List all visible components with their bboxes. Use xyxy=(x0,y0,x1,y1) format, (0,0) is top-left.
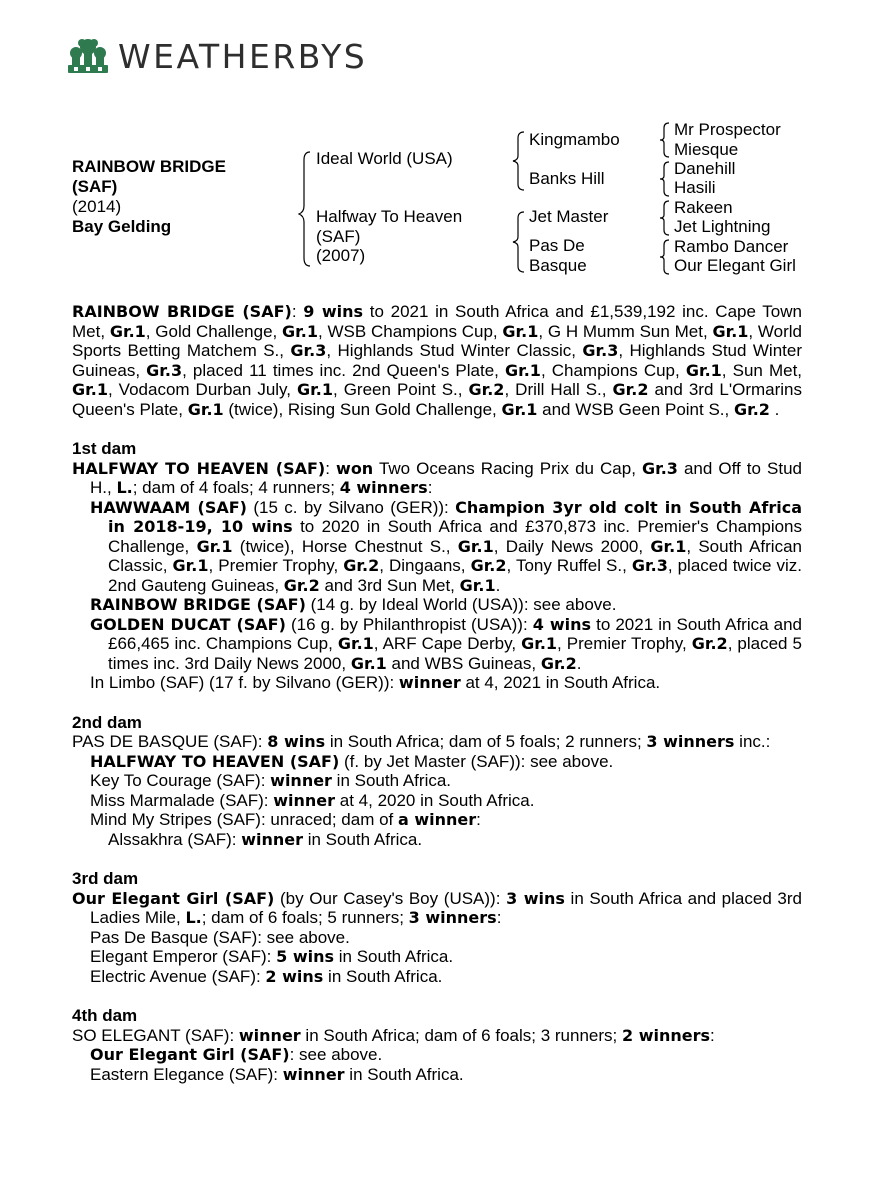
pedigree-brace-sire xyxy=(512,130,526,192)
pedigree-brace-ss xyxy=(659,121,671,159)
pedigree-sd-sire: Danehill xyxy=(674,159,736,178)
section-heading-4th-dam: 4th dam xyxy=(72,1006,138,1025)
dam1-paragraph: HALFWAY TO HEAVEN (SAF): won Two Oceans Racing Prix du Cap, Gr.3 and Off to Stud H., L.; dam of 4 foals; 4 runners; 4 winners: xyxy=(72,458,802,497)
pedigree-dam-sire: Jet Master xyxy=(529,207,609,226)
pedigree-brace-sd xyxy=(659,160,671,198)
pedigree-dam-line1: Halfway To Heaven xyxy=(316,207,463,226)
pedigree-sire-sire: Kingmambo xyxy=(529,130,620,149)
dam3-offspring-pas-de-basque: Pas De Basque (SAF): see above. xyxy=(90,927,350,947)
dam4-offspring-eastern-elegance: Eastern Elegance (SAF): winner in South Africa. xyxy=(90,1064,464,1084)
pedigree-ds-sire: Rakeen xyxy=(674,198,733,217)
pedigree-dam-line3: (2007) xyxy=(316,246,366,265)
section-heading-2nd-dam: 2nd dam xyxy=(72,712,142,732)
horse-name: RAINBOW BRIDGE xyxy=(72,157,226,176)
pedigree-brace-ds xyxy=(659,199,671,237)
dam3-offspring-elegant-emperor: Elegant Emperor (SAF): 5 wins in South Africa. xyxy=(90,947,454,966)
pedigree-dam-dam-line2: Basque xyxy=(529,256,587,275)
horse-year: (2014) xyxy=(72,197,122,216)
pedigree-dam-line2: (SAF) xyxy=(316,227,361,246)
brand-name: WEATHERBYS xyxy=(118,36,368,76)
pedigree-dd-sire: Rambo Dancer xyxy=(674,237,789,256)
catalogue-body xyxy=(72,302,802,1084)
dam2-grand-offspring-alssakhra: Alssakhra (SAF): winner in South Africa. xyxy=(108,829,423,849)
dam3-offspring-electric-avenue: Electric Avenue (SAF): 2 wins in South Africa. xyxy=(90,966,443,986)
dam2-offspring-mind-my-stripes: Mind My Stripes (SAF): unraced; dam of a winner: xyxy=(90,810,481,829)
pedigree-brace-main xyxy=(298,150,312,268)
pedigree-ds-dam: Jet Lightning xyxy=(674,217,771,236)
horse-country: (SAF) xyxy=(72,177,118,196)
section-heading-1st-dam: 1st dam xyxy=(72,439,137,458)
pedigree-sire: Ideal World (USA) xyxy=(316,149,453,168)
dam4-offspring-our-elegant-girl: Our Elegant Girl (SAF): see above. xyxy=(90,1045,383,1064)
summary-paragraph: RAINBOW BRIDGE (SAF): 9 wins to 2021 in South Africa and £1,539,192 inc. Cape Town Met, Gr.1, Gold Challenge, Gr.1, WSB Champions Cup, Gr.1, G H Mumm Sun Met, Gr.1, World Sports Betting Matchem S., Gr.3, Highlands Stud Winter Classic, Gr.3, Highlands Stud Winter Guineas, Gr.3, placed 11 times inc. 2nd Queen's Plate, Gr.1, Champions Cup, Gr.1, Sun Met, Gr.1, Vodacom Durban July, Gr.1, Green Point S., Gr.2, Drill Hall S., Gr.2 and 3rd L'Ormarins Queen's Plate, Gr.1 (twice), Rising Sun Gold Challenge, Gr.1 and WSB Geen Point S., Gr.2 . xyxy=(72,302,803,419)
dam4-paragraph: SO ELEGANT (SAF): winner in South Africa; dam of 6 foals; 3 runners; 2 winners: xyxy=(72,1025,715,1045)
pedigree-dd-dam: Our Elegant Girl xyxy=(674,256,796,275)
dam1-offspring-hawwaam: HAWWAAM (SAF) (15 c. by Silvano (GER)): Champion 3yr old colt in South Africa in 2018-19, 10 wins to 2020 in South Africa and £370,873 inc. Premier's Champions Challenge, Gr.1 (twice), Horse Chestnut S., Gr.1, Daily News 2000, Gr.1, South African Classic, Gr.1, Premier Trophy, Gr.2, Dingaans, Gr.2, Tony Ruffel S., Gr.3, placed twice viz. 2nd Gauteng Guineas, Gr.2 and 3rd Sun Met, Gr.1. xyxy=(90,497,803,595)
dam1-offspring-in-limbo: In Limbo (SAF) (17 f. by Silvano (GER)): winner at 4, 2021 in South Africa. xyxy=(90,673,661,692)
pedigree-chart xyxy=(0,0,873,290)
dam1-offspring-golden-ducat: GOLDEN DUCAT (SAF) (16 g. by Philanthropist (USA)): 4 wins to 2021 in South Africa and £66,465 inc. Champions Cup, Gr.1, ARF Cape Derby, Gr.1, Premier Trophy, Gr.2, placed 5 times inc. 3rd Daily News 2000, Gr.1 and WBS Guineas, Gr.2. xyxy=(90,614,803,673)
dam2-offspring-key-to-courage: Key To Courage (SAF): winner in South Africa. xyxy=(90,771,452,790)
dam2-paragraph: PAS DE BASQUE (SAF): 8 wins in South Africa; dam of 5 foals; 2 runners; 3 winners inc.: xyxy=(72,732,771,751)
dam1-offspring-rainbow-bridge: RAINBOW BRIDGE (SAF) (14 g. by Ideal World (USA)): see above. xyxy=(90,595,617,614)
dam2-offspring-halfway-to-heaven: HALFWAY TO HEAVEN (SAF) (f. by Jet Master (SAF)): see above. xyxy=(90,751,614,771)
section-heading-3rd-dam: 3rd dam xyxy=(72,869,139,888)
pedigree-brace-dam xyxy=(512,210,526,274)
pedigree-dam-dam-line1: Pas De xyxy=(529,236,585,255)
pedigree-sire-dam: Banks Hill xyxy=(529,169,605,188)
horse-description: Bay Gelding xyxy=(72,217,172,236)
pedigree-ss-dam: Miesque xyxy=(674,140,739,159)
pedigree-ss-sire: Mr Prospector xyxy=(674,120,781,139)
pedigree-sd-dam: Hasili xyxy=(674,178,716,197)
horse-title xyxy=(72,157,226,237)
dam2-offspring-miss-marmalade: Miss Marmalade (SAF): winner at 4, 2020 in South Africa. xyxy=(90,790,535,810)
pedigree-brace-dd xyxy=(659,238,671,276)
dam3-paragraph: Our Elegant Girl (SAF) (by Our Casey's Boy (USA)): 3 wins in South Africa and placed 3rd Ladies Mile, L.; dam of 6 foals; 5 runners; 3 winners: xyxy=(72,888,802,927)
